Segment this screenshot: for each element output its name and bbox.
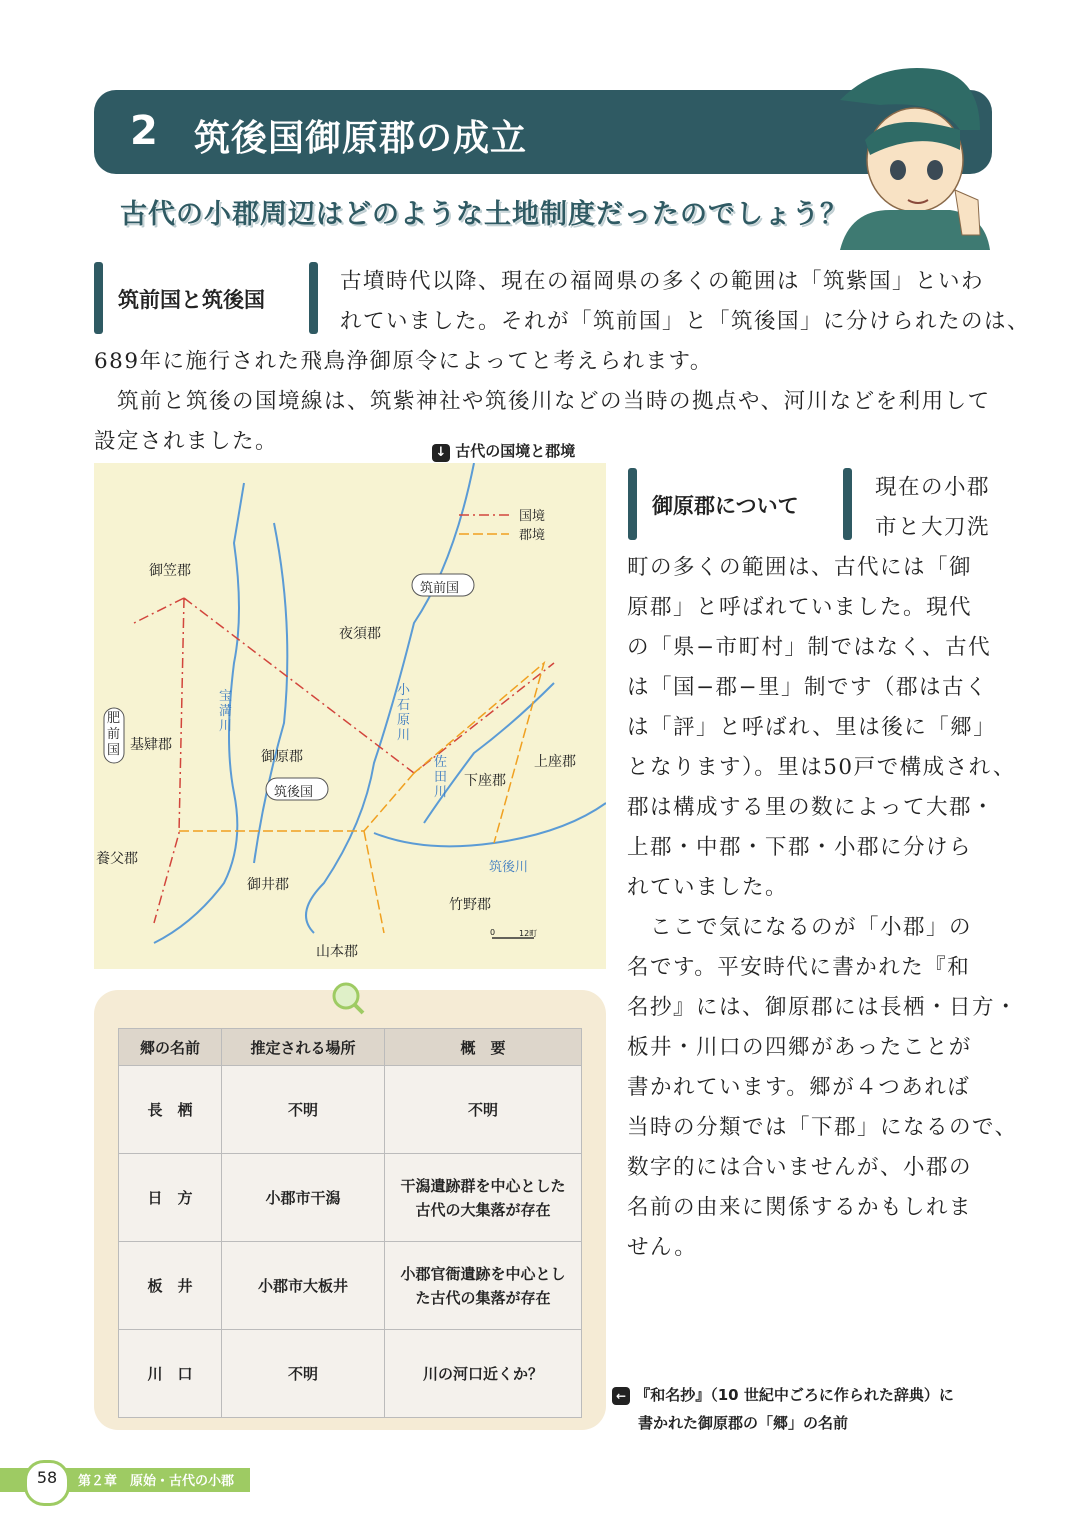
cell-name: 長 栖: [119, 1066, 222, 1154]
section2-line-9: 郡は構成する里の数によって大郡・: [627, 795, 996, 820]
cell-place: 小郡市大板井: [222, 1242, 385, 1330]
section2-line-2: 市と大刀洗: [875, 515, 991, 540]
section-bar-left: [94, 262, 103, 334]
legend-gunkyo: 郡境: [519, 528, 546, 543]
label-mikasa: 御笠郡: [149, 563, 191, 579]
section1-line-2: れていました。それが「筑前国」と「筑後国」に分けられたのは、: [340, 309, 1031, 334]
label-hizen: 肥前国: [107, 711, 121, 758]
label-chikugo: 筑後国: [274, 785, 314, 800]
down-arrow-icon: ↓: [432, 444, 450, 462]
river-koishiwara: [306, 463, 474, 933]
border-gunkyo: [179, 663, 544, 933]
label-kamiza: 上座郡: [534, 754, 576, 770]
section-bar-right: [309, 262, 318, 334]
subtitle-question: 古代の小郡周辺はどのような土地制度だったのでしょう？: [120, 199, 848, 230]
label-takeno: 竹野郡: [449, 897, 491, 913]
section2-line-10: 上郡・中郡・下郡・小郡に分けら: [627, 835, 973, 860]
section2-line-17: 当時の分類では「下郡」になるので、: [627, 1115, 1018, 1140]
section2-line-8: となります）。里は50戸で構成され、: [627, 755, 1016, 780]
page-number: 58: [36, 1468, 58, 1487]
table-row: [119, 1330, 582, 1418]
cell-name: 川 口: [119, 1330, 222, 1418]
table-row: [119, 1242, 582, 1330]
map-caption-text: 古代の国境と郡境: [455, 442, 576, 460]
section1-line-5: 設定されました。: [94, 429, 279, 454]
section1-heading: 筑前国と筑後国: [118, 284, 265, 314]
header-place: 推定される場所: [222, 1029, 385, 1066]
section2-line-12: ここで気になるのが「小郡」の: [627, 915, 973, 940]
label-koishiwara: 小石原川: [397, 683, 411, 743]
section2-bar-left: [628, 468, 637, 540]
left-arrow-icon: ←: [612, 1387, 630, 1405]
section2-line-18: 数字的には合いませんが、小郡の: [627, 1155, 973, 1180]
cell-summary: 川の河口近くか？: [385, 1330, 582, 1418]
label-mihara: 御原郡: [261, 749, 303, 765]
label-chikugogawa: 筑後川: [489, 860, 529, 875]
section2-line-5: の「県−市町村」制ではなく、古代: [627, 635, 992, 660]
section2-line-15: 板井・川口の四郷があったことが: [627, 1035, 972, 1060]
cell-summary: 干潟遺跡群を中心とした古代の大集落が存在: [385, 1154, 582, 1242]
label-shimoza: 下座郡: [464, 773, 506, 789]
section1-line-4: 筑前と筑後の国境線は、筑紫神社や筑後川などの当時の拠点や、河川などを利用して: [94, 389, 991, 414]
chapter-number: 2: [130, 108, 158, 154]
header-summary: 概 要: [385, 1029, 582, 1066]
header-name: 郷の名前: [119, 1029, 222, 1066]
section2-line-1: 現在の小郡: [875, 475, 991, 500]
section2-line-20: せん。: [627, 1235, 698, 1260]
section2-line-13: 名です。平安時代に書かれた『和: [627, 955, 971, 980]
section2-line-6: は「国−郡−里」制です（郡は古く: [627, 675, 989, 700]
map-caption: [432, 440, 575, 462]
label-yamamoto: 山本郡: [316, 944, 358, 960]
cell-place: 小郡市干潟: [222, 1154, 385, 1242]
label-homan: 宝満川: [219, 689, 233, 734]
label-yasu: 夜須郡: [339, 626, 381, 642]
chapter-title: 筑後国御原郡の成立: [194, 118, 528, 159]
scale-max: 12町: [519, 929, 538, 938]
table-caption-line1: 『和名抄』（10 世紀中ごろに作られた辞典）に: [635, 1386, 954, 1404]
section1-line-1: 古墳時代以降、現在の福岡県の多くの範囲は「筑紫国」といわ: [340, 269, 985, 294]
section2-line-19: 名前の由来に関係するかもしれま: [627, 1195, 973, 1220]
footer-chapter-label: 第２章 原始・古代の小郡: [78, 1474, 235, 1489]
cell-summary: 不明: [385, 1066, 582, 1154]
scale-zero: 0: [490, 928, 496, 937]
label-kii: 基肄郡: [130, 737, 172, 753]
table-row: [119, 1154, 582, 1242]
table-caption-line2: 書かれた御原郡の「郷」の名前: [638, 1414, 849, 1432]
label-yabu: 養父郡: [96, 851, 138, 867]
river-branch: [254, 523, 287, 863]
cell-name: 板 井: [119, 1242, 222, 1330]
cell-name: 日 方: [119, 1154, 222, 1242]
section1-line-3: 689年に施行された飛鳥浄御原令によってと考えられます。: [94, 349, 713, 374]
cell-place: 不明: [222, 1066, 385, 1154]
cell-place: 不明: [222, 1330, 385, 1418]
section2-line-11: れていました。: [627, 875, 789, 900]
magnifier-icon: [330, 980, 366, 1016]
section2-line-3: 町の多くの範囲は、古代には「御: [627, 555, 973, 580]
table-header-row: [119, 1029, 582, 1066]
go-table: [118, 1028, 582, 1418]
boundary-map: [94, 463, 606, 969]
table-caption: [612, 1381, 954, 1437]
section2-line-16: 書かれています。郷が４つあれば: [627, 1075, 971, 1100]
cell-summary: 小郡官衙遺跡を中心とした古代の集落が存在: [385, 1242, 582, 1330]
section2-heading: 御原郡について: [652, 490, 799, 520]
label-mii: 御井郡: [247, 877, 289, 893]
section2-line-4: 原郡」と呼ばれていました。現代: [627, 595, 973, 620]
table-row: [119, 1066, 582, 1154]
section2-line-7: は「評」と呼ばれ、里は後に「郷」: [627, 715, 997, 740]
river-chikugo: [374, 803, 606, 846]
legend-kokkyo: 国境: [519, 509, 546, 524]
label-sada: 佐田川: [434, 755, 448, 800]
section2-line-14: 名抄』には、御原郡には長栖・日方・: [627, 995, 1019, 1020]
label-chikuzen: 筑前国: [420, 581, 460, 596]
section2-bar-right: [843, 468, 852, 540]
